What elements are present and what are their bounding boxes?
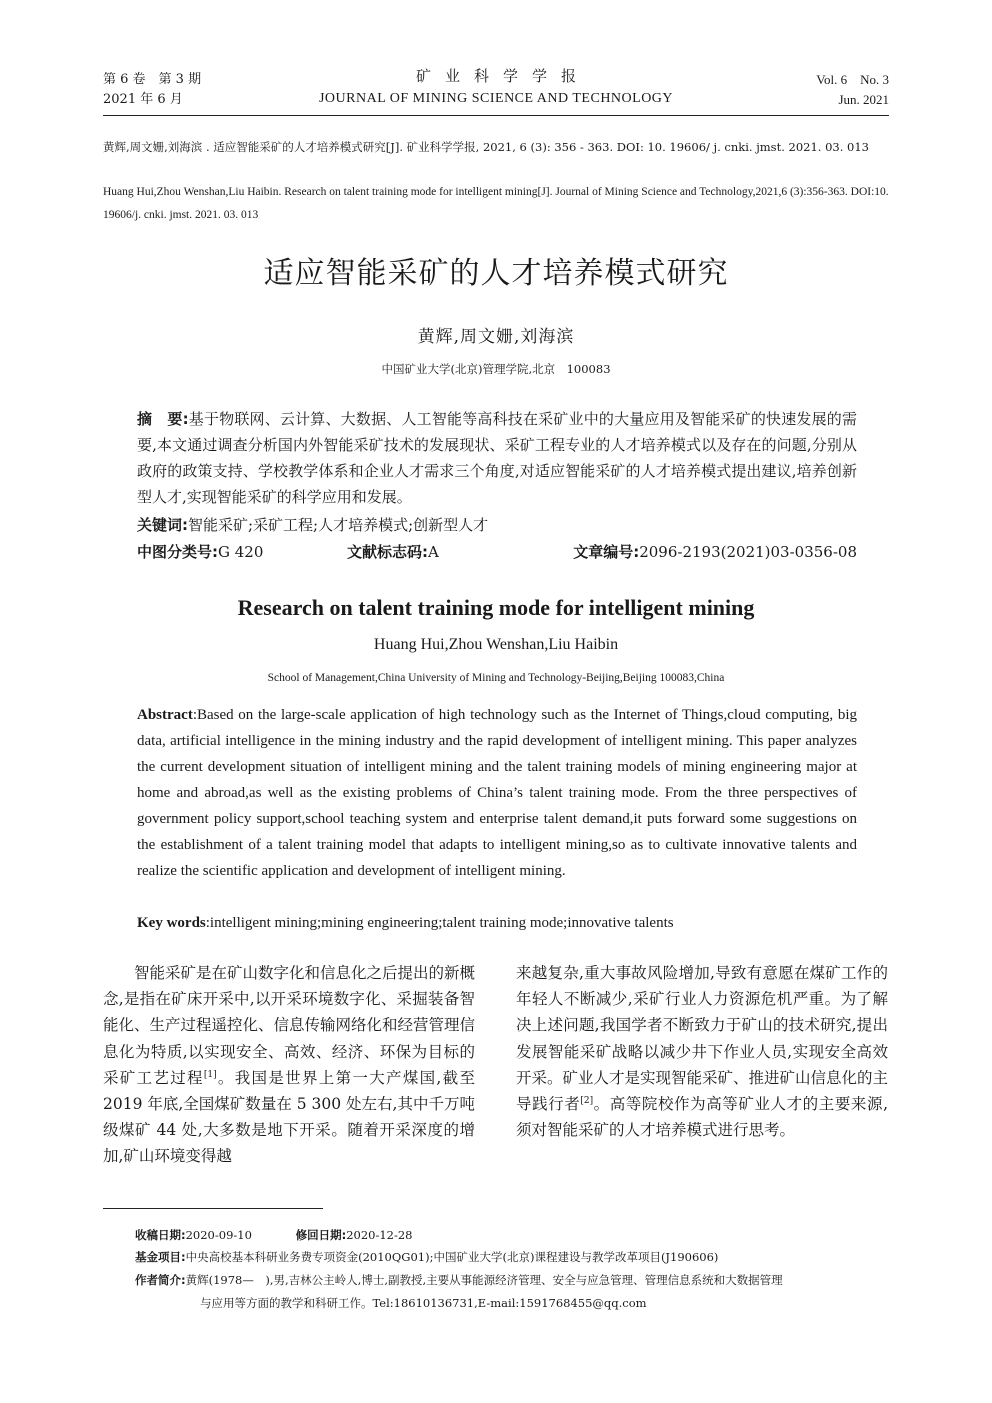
journal-name-en: JOURNAL OF MINING SCIENCE AND TECHNOLOGY	[318, 91, 674, 106]
affiliation-cn: 中国矿业大学(北京)管理学院,北京 100083	[381, 362, 611, 376]
date-en: Jun. 2021	[838, 92, 889, 107]
reference-2[interactable]: [2]	[580, 1095, 594, 1106]
header-right	[816, 70, 889, 110]
footnote-fund: 基金项目:中央高校基本科研业务费专项资金(2010QG01);中国矿业大学(北京)课程建设与教学改革项目(J190606)	[135, 1250, 719, 1264]
date-cn: 2021 年 6 月	[103, 92, 183, 107]
authors-cn: 黄辉,周文姗,刘海滨	[417, 327, 575, 347]
authors-en: Huang Hui,Zhou Wenshan,Liu Haibin	[373, 636, 619, 653]
clc-number: 中图分类号:G 420	[137, 543, 264, 561]
abstract-cn-label: 摘 要:	[137, 410, 189, 428]
received-date: 2020-09-10	[185, 1228, 252, 1242]
abstract-en-label: Abstract	[137, 707, 193, 723]
author-bio: 黄辉(1978— ),男,吉林公主岭人,博士,副教授,主要从事能源经济管理、安全与应急管理、管理信息系统和大数据管理	[185, 1273, 783, 1287]
revised-date: 2020-12-28	[346, 1228, 413, 1242]
title-en: Research on talent training mode for intelligent mining	[237, 595, 755, 620]
footnote-dates: 收稿日期:2020-09-10 修回日期:2020-12-28	[135, 1228, 413, 1242]
keywords-cn-text: 智能采矿;采矿工程;人才培养模式;创新型人才	[188, 516, 489, 534]
citation-cn: 黄辉,周文姗,刘海滨 . 适应智能采矿的人才培养模式研究[J]. 矿业科学学报, 2021, 6 (3): 356 - 363. DOI: 10. 19606/ j. cnki. jmst. 2021. 03. 013	[103, 140, 869, 154]
article-number: 文章编号:2096-2193(2021)03-0356-08	[573, 543, 857, 561]
document-code: 文献标志码:A	[347, 543, 439, 561]
body-left-part-a: 智能采矿是在矿山数字化和信息化之后提出的新概念,是指在矿床开采中,以开采环境数字化、采掘装备智能化、生产过程遥控化、信息传输网络化和经营管理信息化为特质,以实现安全、高效、经济、环保为目标的采矿工艺过程	[103, 964, 476, 1087]
footnote-author-contd: 与应用等方面的教学和科研工作。Tel:18610136731,E-mail:1591768455@qq.com	[200, 1296, 647, 1310]
keywords-en	[137, 911, 857, 935]
citation-en: Huang Hui,Zhou Wenshan,Liu Haibin. Research on talent training mode for intelligent mining[J]. Journal of Mining Science and Technology,2021,6 (3):356-363. DOI:10. 19606/j. cnki. jmst. 2021. 03. 013	[103, 186, 889, 221]
abstract-cn	[137, 406, 857, 510]
footnote-author: 作者简介:黄辉(1978— ),男,吉林公主岭人,博士,副教授,主要从事能源经济管理、安全与应急管理、管理信息系统和大数据管理	[135, 1273, 783, 1287]
body-right-part-a: 来越复杂,重大事故风险增加,导致有意愿在煤矿工作的年轻人不断减少,采矿行业人力资源危机严重。为了解决上述问题,我国学者不断致力于矿山的技术研究,提出发展智能采矿战略以减少井下作业人员,实现安全高效开采。矿业人才是实现智能采矿、推进矿山信息化的主导践行者	[516, 964, 889, 1114]
keywords-cn	[137, 513, 857, 537]
body-left-part-b: 。我国是世界上第一大产煤国,截至 2019 年底,全国煤矿数量在 5 300 处左右,其中千万吨级煤矿 44 处,大多数是地下开采。随着开采深度的增加,矿山环境变得越	[103, 1068, 475, 1166]
keywords-en-label: Key words	[137, 915, 206, 931]
keywords-en-text: :intelligent mining;mining engineering;talent training mode;innovative talents	[205, 915, 674, 931]
journal-name-cn: 矿业科学学报	[415, 67, 590, 85]
header-rule	[103, 115, 889, 116]
body-column-left	[103, 960, 475, 1170]
abstract-cn-text: 基于物联网、云计算、大数据、人工智能等高科技在采矿业中的大量应用及智能采矿的快速发展的需要,本文通过调查分析国内外智能采矿技术的发展现状、采矿工程专业的人才培养模式以及存在的问题,分别从政府的政策支持、学校教学体系和企业人才需求三个角度,对适应智能采矿的人才培养模式提出建议,培养创新型人才,实现智能采矿的科学应用和发展。	[137, 410, 857, 506]
title-cn: 适应智能采矿的人才培养模式研究	[263, 256, 729, 291]
affiliation-en: School of Management,China University of Mining and Technology-Beijing,Beijing 100083,China	[267, 672, 725, 684]
reference-1[interactable]: [1]	[203, 1069, 217, 1080]
abstract-en	[137, 702, 857, 884]
abstract-en-text: :Based on the large-scale application of high technology such as the Internet of Things,cloud computing, big data, artificial intelligence in the mining industry and the rapid development of intelligent mining. This paper analyzes the current development situation of intelligent mining and the talent training models of mining engineering major at home and abroad,as well as the existing problems of China’s talent training mode. From the three perspectives of government policy support,school teaching system and enterprise talent demand,it puts forward some suggestions on the establishment of a talent training model that adapts to intelligent mining,so as to cultivate innovative talents and realize the scientific application and development of intelligent mining.	[137, 707, 857, 879]
body-column-right	[516, 960, 888, 1143]
fund-text: 中央高校基本科研业务费专项资金(2010QG01);中国矿业大学(北京)课程建设与教学改革项目(J190606)	[185, 1250, 719, 1264]
footnote-rule	[103, 1208, 323, 1209]
keywords-cn-label: 关键词:	[137, 516, 188, 534]
volume-issue-en: Vol. 6 No. 3	[816, 72, 889, 87]
volume-issue-cn: 第 6 卷 第 3 期	[103, 72, 202, 87]
body-right-part-b: 。高等院校作为高等矿业人才的主要来源,须对智能采矿的人才培养模式进行思考。	[516, 1095, 888, 1140]
